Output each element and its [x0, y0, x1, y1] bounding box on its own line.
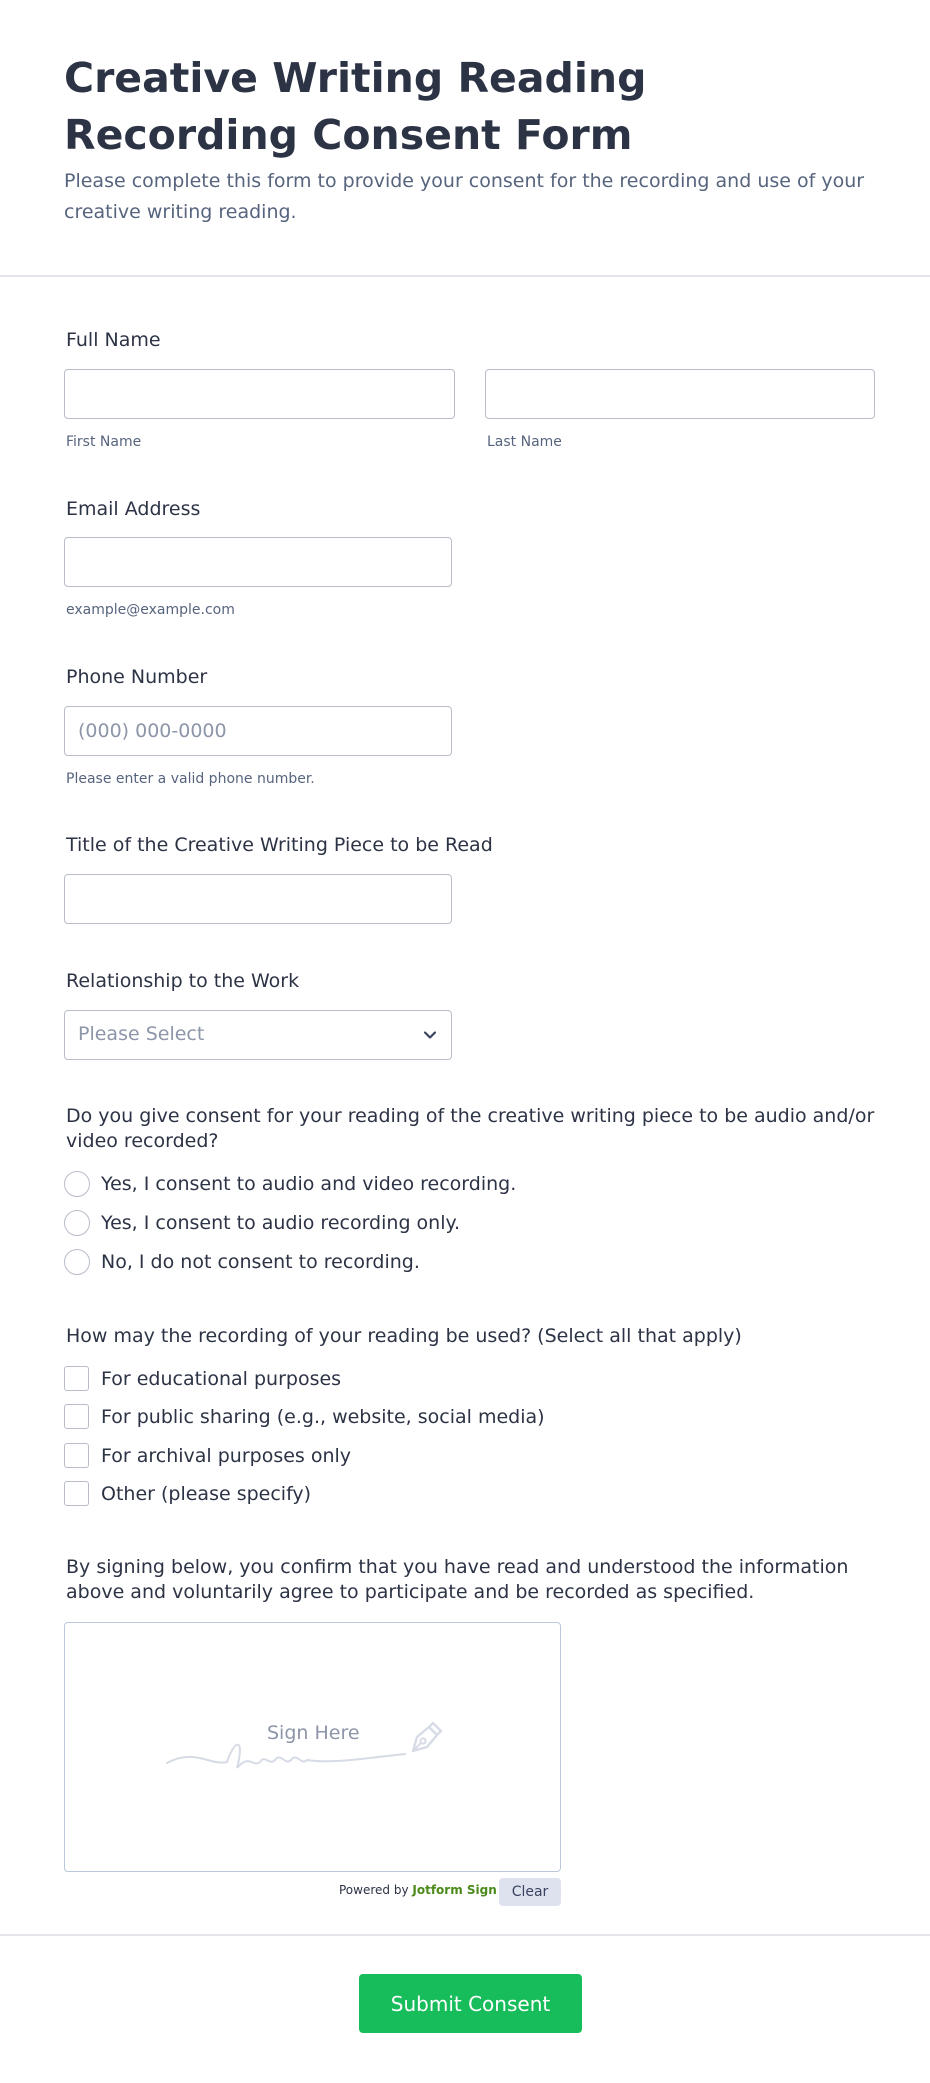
usage-question: How may the recording of your reading be used? (Select all that apply)	[66, 1325, 742, 1347]
radio-button[interactable]	[64, 1210, 90, 1236]
jotform-sign-link[interactable]: Jotform Sign	[412, 1883, 497, 1897]
page-subtitle: Please complete this form to provide your consent for the recording and use of your creative writing reading.	[64, 170, 865, 223]
email-label: Email Address	[66, 498, 201, 520]
option-label: For educational purposes	[101, 1368, 342, 1390]
pen-nib-icon	[407, 1719, 443, 1755]
footer-divider	[0, 1934, 930, 1936]
radio-button[interactable]	[64, 1249, 90, 1275]
radio-button[interactable]	[64, 1171, 90, 1197]
email-sublabel: example@example.com	[66, 602, 235, 618]
option-label: Other (please specify)	[101, 1483, 312, 1505]
phone-sublabel: Please enter a valid phone number.	[66, 771, 315, 787]
phone-input[interactable]	[64, 706, 452, 756]
form-header	[0, 0, 930, 277]
sign-here-placeholder: Sign Here	[267, 1722, 360, 1744]
first-name-sublabel: First Name	[66, 434, 142, 450]
option-label: For public sharing (e.g., website, social media)	[101, 1406, 545, 1428]
option-label: No, I do not consent to recording.	[101, 1251, 420, 1273]
relationship-selected-value: Please Select	[78, 1023, 205, 1045]
phone-label: Phone Number	[66, 666, 208, 688]
signature-statement: By signing below, you confirm that you have read and understood the information above and voluntarily agree to participate and be recorded as specified.	[66, 1556, 849, 1603]
piece-title-label: Title of the Creative Writing Piece to be Read	[66, 834, 493, 856]
piece-title-input[interactable]	[64, 874, 452, 924]
chevron-down-icon	[421, 1026, 439, 1044]
last-name-input[interactable]	[485, 369, 875, 419]
last-name-sublabel: Last Name	[487, 434, 562, 450]
email-input[interactable]	[64, 537, 452, 587]
checkbox[interactable]	[64, 1481, 89, 1506]
page-title: Creative Writing Reading Recording Consent Form	[64, 54, 647, 159]
full-name-label: Full Name	[66, 329, 161, 351]
consent-question: Do you give consent for your reading of the creative writing piece to be audio and/or video recorded?	[66, 1105, 875, 1152]
relationship-select[interactable]	[64, 1010, 452, 1060]
checkbox[interactable]	[64, 1366, 89, 1391]
signature-pad[interactable]	[64, 1622, 561, 1872]
option-label: Yes, I consent to audio and video recording.	[101, 1173, 517, 1195]
powered-by-text	[339, 1883, 497, 1897]
relationship-label: Relationship to the Work	[66, 970, 300, 992]
powered-prefix: Powered by	[339, 1883, 409, 1897]
first-name-input[interactable]	[64, 369, 455, 419]
option-label: For archival purposes only	[101, 1445, 352, 1467]
checkbox[interactable]	[64, 1404, 89, 1429]
option-label: Yes, I consent to audio recording only.	[101, 1212, 461, 1234]
clear-signature-button[interactable]: Clear	[499, 1878, 561, 1906]
checkbox[interactable]	[64, 1443, 89, 1468]
submit-button[interactable]: Submit Consent	[359, 1974, 582, 2033]
